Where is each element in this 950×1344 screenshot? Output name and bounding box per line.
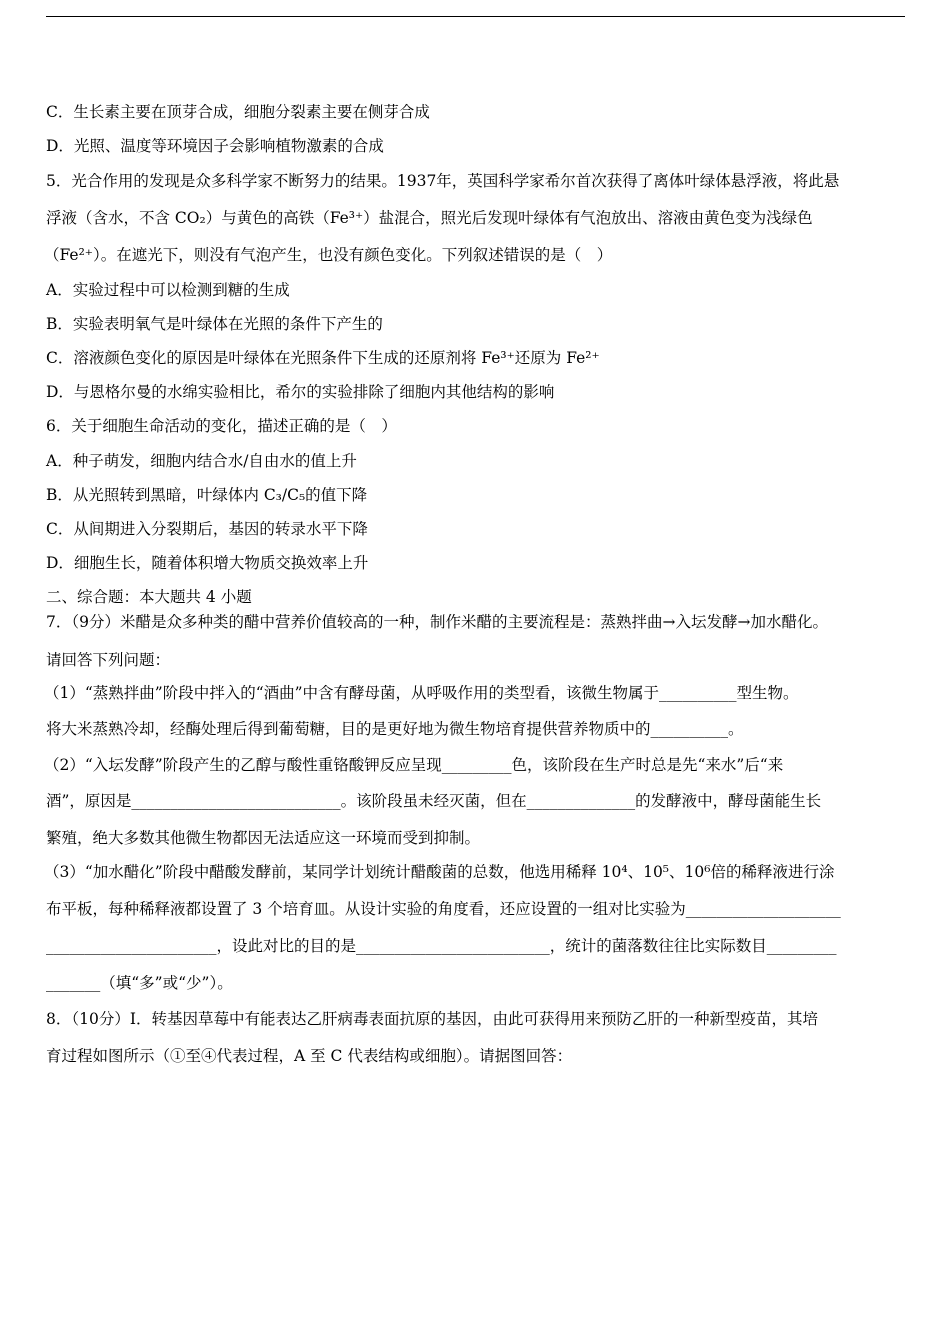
q4-option-d: D．光照、温度等环境因子会影响植物激素的合成 bbox=[46, 137, 384, 155]
q7-stem-line1: 7．（9分）米醋是众多种类的醋中营养价值较高的一种，制作米醋的主要流程是：蒸熟拌曲→入坛发酵→加水醋化。 bbox=[46, 613, 828, 631]
q5-option-d: D．与恩格尔曼的水绵实验相比，希尔的实验排除了细胞内其他结构的影响 bbox=[46, 383, 555, 401]
q7-part2-line2: 酒”，原因是___________________________。该阶段虽未经灭菌，但在______________的发酵液中，酵母菌能生长 bbox=[46, 792, 822, 810]
q7-stem-line2: 请回答下列问题： bbox=[46, 651, 171, 669]
q7-part3-line4: _______（填“多”或“少”）。 bbox=[46, 974, 233, 992]
q5-option-c: C．溶液颜色变化的原因是叶绿体在光照条件下生成的还原剂将 Fe³⁺还原为 Fe²⁺ bbox=[46, 349, 600, 367]
q7-part1-line1: （1）“蒸熟拌曲”阶段中拌入的“酒曲”中含有酵母菌，从呼吸作用的类型看，该微生物属于__________型生物。 bbox=[44, 684, 799, 702]
q7-part1-line2: 将大米蒸熟冷却，经酶处理后得到葡萄糖，目的是更好地为微生物培育提供营养物质中的__________。 bbox=[46, 720, 744, 738]
q4-option-c: C．生长素主要在顶芽合成，细胞分裂素主要在侧芽合成 bbox=[46, 103, 430, 121]
q6-stem: 6．关于细胞生命活动的变化，描述正确的是（ ） bbox=[46, 417, 397, 435]
q8-stem-line2: 育过程如图所示（①至④代表过程，A 至 C 代表结构或细胞）。请据图回答： bbox=[46, 1047, 573, 1065]
q7-part2-line3: 繁殖，绝大多数其他微生物都因无法适应这一环境而受到抑制。 bbox=[46, 829, 481, 847]
q5-option-a: A．实验过程中可以检测到糖的生成 bbox=[46, 281, 290, 299]
q6-option-c: C．从间期进入分裂期后，基因的转录水平下降 bbox=[46, 520, 368, 538]
q5-stem-line3: （Fe²⁺）。在遮光下，则没有气泡产生，也没有颜色变化。下列叙述错误的是（ ） bbox=[44, 246, 613, 264]
q5-stem-line2: 浮液（含水，不含 CO₂）与黄色的高铁（Fe³⁺）盐混合，照光后发现叶绿体有气泡放出、溶液由黄色变为浅绿色 bbox=[46, 209, 813, 227]
q5-option-b: B．实验表明氧气是叶绿体在光照的条件下产生的 bbox=[46, 315, 383, 333]
q6-option-a: A．种子萌发，细胞内结合水/自由水的值上升 bbox=[46, 452, 357, 470]
header-rule bbox=[46, 16, 905, 17]
q6-option-d: D．细胞生长，随着体积增大物质交换效率上升 bbox=[46, 554, 369, 572]
q5-stem-line1: 5．光合作用的发现是众多科学家不断努力的结果。1937年，英国科学家希尔首次获得了离体叶绿体悬浮液，将此悬 bbox=[46, 172, 840, 190]
section-heading: 二、综合题：本大题共 4 小题 bbox=[46, 588, 252, 606]
q7-part3-line3: ______________________，设此对比的目的是_________________________，统计的菌落数往往比实际数目_________ bbox=[46, 937, 837, 955]
q8-stem-line1: 8．（10分）Ⅰ．转基因草莓中有能表达乙肝病毒表面抗原的基因，由此可获得用来预防乙肝的一种新型疫苗，其培 bbox=[46, 1010, 818, 1028]
q7-part3-line2: 布平板，每种稀释液都设置了 3 个培育皿。从设计实验的角度看，还应设置的一组对比实验为____________________ bbox=[46, 900, 841, 918]
q7-part2-line1: （2）“入坛发酵”阶段产生的乙醇与酸性重铬酸钾反应呈现_________色，该阶段在生产时总是先“来水”后“来 bbox=[44, 756, 784, 774]
q6-option-b: B．从光照转到黑暗，叶绿体内 C₃/C₅的值下降 bbox=[46, 486, 368, 504]
q7-part3-line1: （3）“加水醋化”阶段中醋酸发酵前，某同学计划统计醋酸菌的总数，他选用稀释 10⁴、10⁵、10⁶倍的稀释液进行涂 bbox=[44, 863, 835, 881]
